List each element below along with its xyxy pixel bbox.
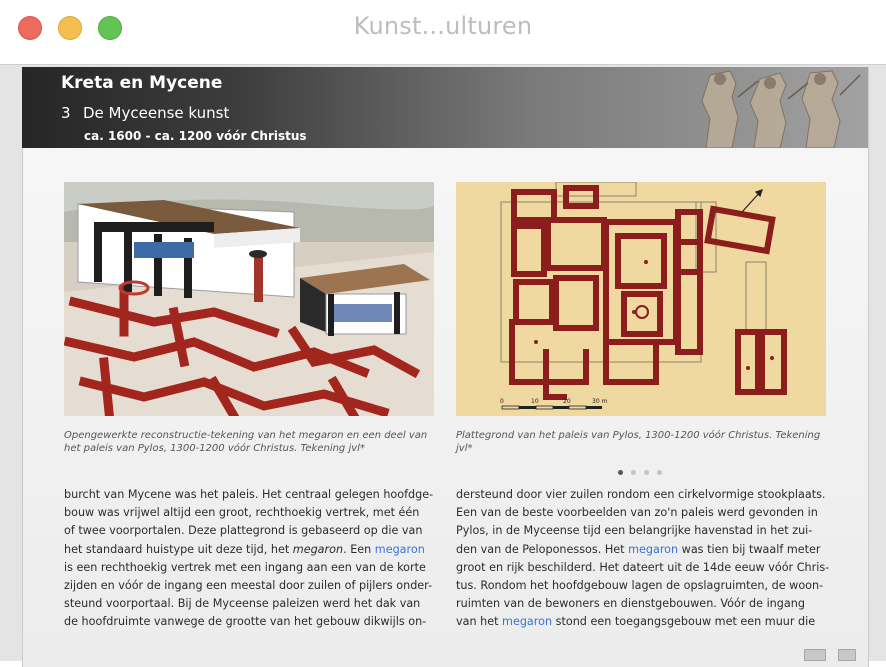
chapter-number: 3 xyxy=(61,104,71,122)
section-title: Kreta en Mycene xyxy=(61,73,223,93)
body-line: steund voorportaal. Bij de Myceense paleizen werd het dak van xyxy=(64,597,421,611)
image-caption-left: Opengewerkte reconstructie-tekening van het megaron en een deel van het paleis van Pylos, 1300-1200 vóór Christus. Tekening jvl* xyxy=(64,430,428,454)
page-thumbnail-icon[interactable] xyxy=(804,649,826,661)
scale-bar xyxy=(502,406,602,409)
body-line: of twee voorportalen. Deze plattegrond is gebaseerd op die van xyxy=(64,524,423,538)
page-thumbnail-icon-2[interactable] xyxy=(838,649,856,661)
image-caption-right: Plattegrond van het paleis van Pylos, 1300-1200 vóór Christus. Tekening jvl* xyxy=(456,430,821,454)
body-line: bouw was vrijwel altijd een groot, rechthoekig vertrek, met één xyxy=(64,506,420,520)
window-titlebar xyxy=(0,0,886,64)
text-segment: het standaard huistype uit deze tijd, het xyxy=(64,542,293,556)
body-line: groot en rijk beschilderd. Het dateert uit de 14de eeuw vóór Chris- xyxy=(456,560,830,574)
body-line: de hoofdruimte vanwege de grootte van het gebouw dikwijls on- xyxy=(64,615,427,629)
body-line: Pylos, in de Myceense tijd een belangrijke havenstad in het zui- xyxy=(456,524,813,538)
glossary-link-megaron[interactable]: megaron xyxy=(374,542,425,556)
glossary-link-megaron[interactable]: megaron xyxy=(628,542,679,556)
page-dot[interactable] xyxy=(657,470,662,475)
warrior-fresco-image xyxy=(692,67,868,148)
text-segment: . Een xyxy=(343,542,375,556)
page-dot[interactable] xyxy=(618,470,623,475)
chapter-heading xyxy=(61,104,229,122)
body-line: zijden en vóór de ingang een meestal door zuilen of pijlers onder- xyxy=(64,579,433,593)
window-title: Kunst...ulturen xyxy=(353,12,533,40)
scale-label-20: 20 xyxy=(563,398,571,405)
body-line: is een rechthoekig vertrek met een ingang aan een van de korte xyxy=(64,560,426,574)
chapter-period: ca. 1600 - ca. 1200 vóór Christus xyxy=(84,129,307,143)
text-segment: was tien bij twaalf meter xyxy=(678,542,821,556)
body-line xyxy=(64,541,436,559)
emphasis-term: megaron xyxy=(292,542,344,556)
body-line xyxy=(456,541,828,559)
body-line: ruimten van de bewoners en dienstgebouwen. Vóór de ingang xyxy=(456,597,805,611)
body-line: burcht van Mycene was het paleis. Het centraal gelegen hoofdge- xyxy=(64,488,434,501)
chapter-banner xyxy=(22,67,868,148)
glossary-link-megaron[interactable]: megaron xyxy=(502,615,553,629)
body-line: Een van de beste voorbeelden van zo'n paleis werd gevonden in xyxy=(456,506,818,520)
text-segment: van het xyxy=(456,615,503,629)
pylos-floorplan-image[interactable] xyxy=(456,182,826,416)
page-dot[interactable] xyxy=(644,470,649,475)
body-line: tus. Rondom het hoofdgebouw lagen de opslagruimten, de woon- xyxy=(456,579,824,593)
body-text-right-column xyxy=(456,486,828,632)
body-line xyxy=(456,613,828,631)
chapter-title: De Myceense kunst xyxy=(83,104,230,122)
text-segment: den van de Peloponessos. Het xyxy=(456,542,629,556)
page-dot[interactable] xyxy=(631,470,636,475)
scale-label-30: 30 m xyxy=(592,398,608,405)
scale-label-10: 10 xyxy=(531,398,539,405)
body-line: dersteund door vier zuilen rondom een cirkelvormige stookplaats. xyxy=(456,488,826,501)
megaron-reconstruction-image[interactable] xyxy=(64,182,434,416)
text-segment: stond een toegangsgebouw met een muur die xyxy=(552,615,816,629)
body-text-left-column xyxy=(64,486,436,632)
scale-label-0: 0 xyxy=(500,398,504,405)
